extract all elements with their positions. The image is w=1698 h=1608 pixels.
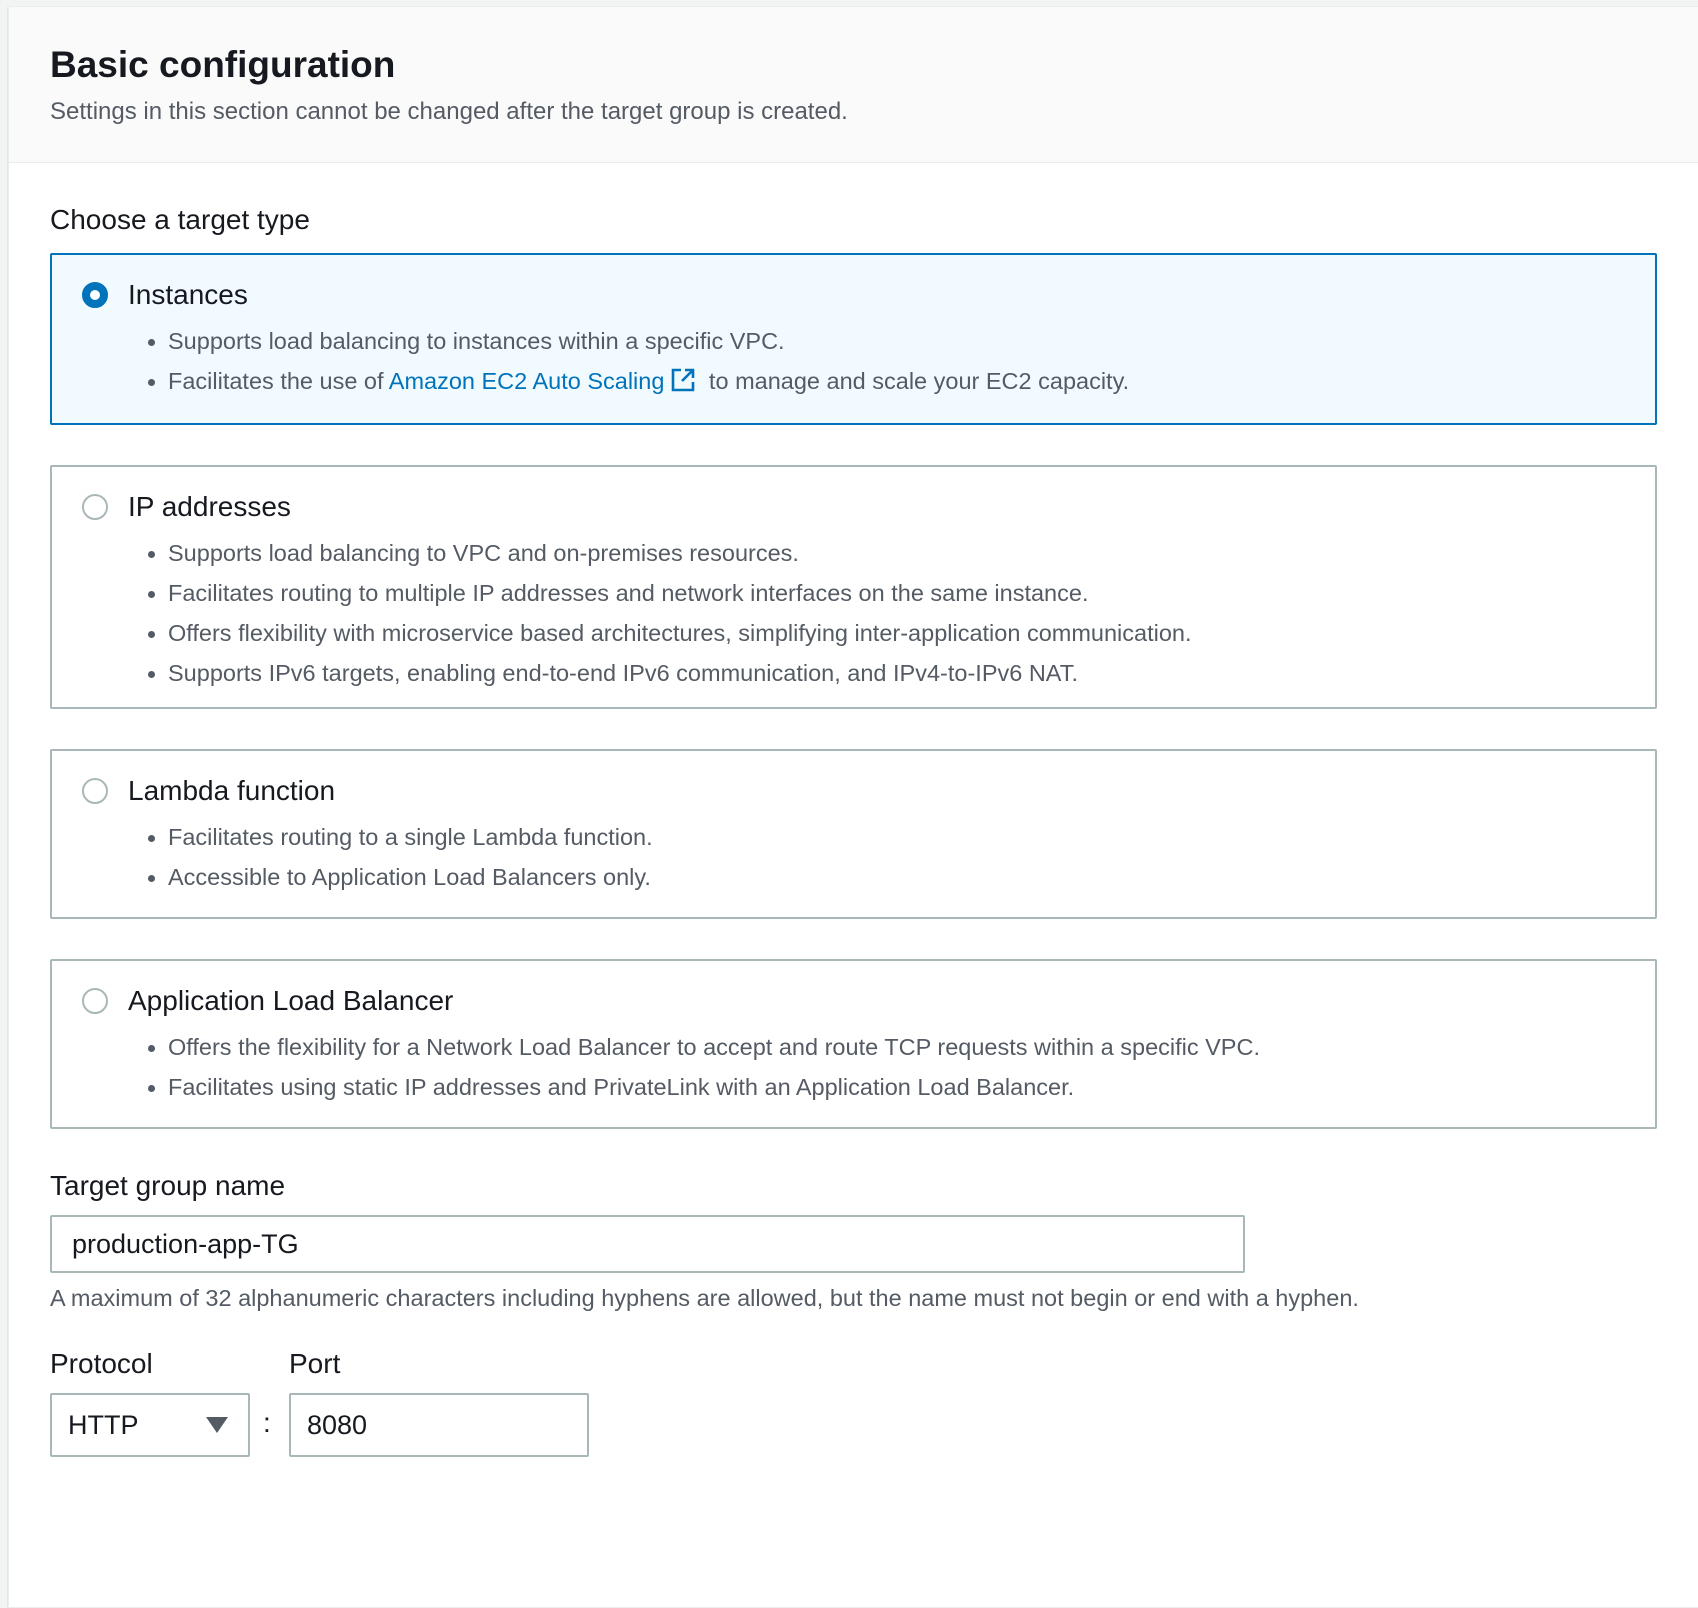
bullet-suffix: to manage and scale your EC2 capacity. <box>702 368 1130 394</box>
port-input[interactable] <box>289 1393 589 1457</box>
list-item: Supports load balancing to VPC and on-premises resources. <box>142 533 1655 573</box>
list-item: Supports load balancing to instances within a specific VPC. <box>142 321 1655 361</box>
radio-instances[interactable] <box>82 282 108 308</box>
tile-bullets <box>82 817 1655 897</box>
section-title: Basic configuration <box>50 44 396 85</box>
tile-title: Application Load Balancer <box>128 985 454 1016</box>
radio-lambda-function[interactable] <box>82 778 108 804</box>
tile-bullets <box>82 1027 1655 1107</box>
list-item: Facilitates routing to a single Lambda function. <box>142 817 1655 857</box>
target-type-tile-application-load-balancer[interactable] <box>50 959 1657 1129</box>
protocol-selected-value: HTTP <box>68 1409 139 1440</box>
port-label: Port <box>289 1348 341 1379</box>
list-item: Facilitates routing to multiple IP addresses and network interfaces on the same instance. <box>142 573 1655 613</box>
target-type-label: Choose a target type <box>50 204 310 235</box>
protocol-select[interactable] <box>50 1393 250 1457</box>
list-item <box>142 361 1655 405</box>
caret-down-icon <box>206 1417 228 1433</box>
port-field <box>289 1347 589 1457</box>
tile-title: Lambda function <box>128 775 336 806</box>
list-item: Offers the flexibility for a Network Load Balancer to accept and route TCP requests within a specific VPC. <box>142 1027 1655 1067</box>
radio-ip-addresses[interactable] <box>82 494 108 520</box>
list-item: Accessible to Application Load Balancers only. <box>142 857 1655 897</box>
target-group-name-constraint: A maximum of 32 alphanumeric characters including hyphens are allowed, but the name must not begin or end with a hyphen. <box>50 1285 1359 1311</box>
target-group-name-input[interactable] <box>50 1215 1245 1273</box>
tile-title: IP addresses <box>128 491 291 522</box>
list-item: Offers flexibility with microservice based architectures, simplifying inter-application communication. <box>142 613 1655 653</box>
ec2-auto-scaling-link[interactable]: Amazon EC2 Auto Scaling <box>388 368 665 394</box>
bullet-prefix: Facilitates the use of <box>168 368 389 394</box>
target-type-tiles <box>50 253 1698 1129</box>
target-type-tile-instances[interactable] <box>50 253 1657 425</box>
panel-body <box>9 203 1698 1457</box>
target-type-tile-ip-addresses[interactable] <box>50 465 1657 709</box>
protocol-field <box>50 1347 289 1457</box>
protocol-port-row: Protocol HTTP : Port 8080 <box>50 1347 1698 1457</box>
target-type-tile-lambda-function[interactable] <box>50 749 1657 919</box>
tile-bullets <box>82 321 1655 405</box>
tile-title: Instances <box>128 279 248 310</box>
list-item: Supports IPv6 targets, enabling end-to-end IPv6 communication, and IPv4-to-IPv6 NAT. <box>142 653 1655 693</box>
external-link-icon[interactable] <box>670 365 696 405</box>
basic-configuration-panel <box>8 6 1698 1608</box>
tile-bullets <box>82 533 1655 693</box>
protocol-label: Protocol <box>50 1348 153 1379</box>
panel-header <box>9 7 1698 163</box>
list-item: Facilitates using static IP addresses and PrivateLink with an Application Load Balancer. <box>142 1067 1655 1107</box>
target-group-name-label: Target group name <box>50 1170 286 1201</box>
section-description: Settings in this section cannot be changed after the target group is created. <box>50 98 848 125</box>
radio-application-load-balancer[interactable] <box>82 988 108 1014</box>
